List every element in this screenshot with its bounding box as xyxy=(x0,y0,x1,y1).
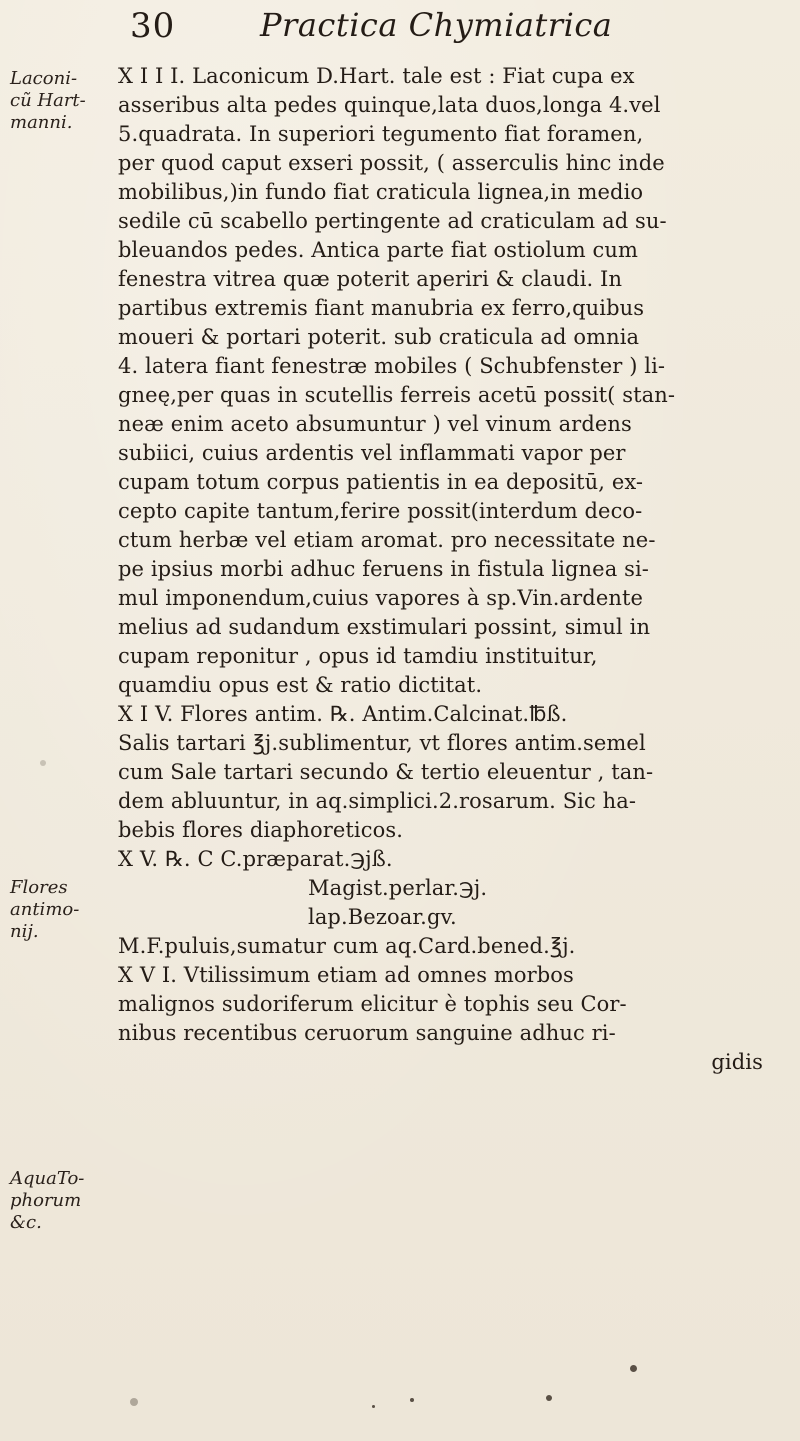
margin-notes xyxy=(0,0,115,1441)
paper-blemish xyxy=(40,760,46,766)
text-line: cepto capite tantum,ferire possit(interdum deco- xyxy=(118,499,643,523)
text-line: cupam reponitur , opus id tamdiu instituitur, xyxy=(118,644,598,668)
text-line: moueri & portari poterit. sub craticula ad omnia xyxy=(118,325,640,349)
ink-spot xyxy=(546,1395,552,1401)
text-line: melius ad sudandum exstimulari possint, simul in xyxy=(118,615,651,639)
text-line: 5.quadrata. In superiori tegumento fiat foramen, xyxy=(118,122,644,146)
text-line: 4. latera fiant fenestræ mobiles ( Schubfenster ) li- xyxy=(118,354,666,378)
margin-note-aqua-tophorum: AquaTo- phorum &c. xyxy=(10,1168,85,1233)
text-line: fenestra vitrea quæ poterit aperiri & claudi. In xyxy=(118,267,623,291)
text-line: per quod caput exseri possit, ( asserculis hinc inde xyxy=(118,151,665,175)
ink-spot xyxy=(410,1398,414,1402)
text-line: X V. ℞. C C.præparat.℈jß. xyxy=(118,847,393,871)
text-line: X V I. Vtilissimum etiam ad omnes morbos xyxy=(118,963,574,987)
text-line: X I V. Flores antim. ℞. Antim.Calcinat.℔ß. xyxy=(118,702,568,726)
ink-spot xyxy=(130,1398,138,1406)
text-line: dem abluuntur, in aq.simplici.2.rosarum. Sic ha- xyxy=(118,789,637,813)
running-head: Practica Chymiatrica xyxy=(260,6,613,44)
text-line: bleuandos pedes. Antica parte fiat ostiolum cum xyxy=(118,238,638,262)
text-line: asseribus alta pedes quinque,lata duos,longa 4.vel xyxy=(118,93,661,117)
margin-note-laconicum: Laconi- cũ Hart- manni. xyxy=(10,68,86,133)
body-text xyxy=(118,62,788,1077)
text-line: X I I I. Laconicum D.Hart. tale est : Fiat cupa ex xyxy=(118,64,635,88)
text-line: Magist.perlar.℈j. xyxy=(308,876,488,900)
page-header xyxy=(120,4,760,60)
page-number: 30 xyxy=(130,6,176,46)
text-line: Salis tartari ℥j.sublimentur, vt flores antim.semel xyxy=(118,731,646,755)
text-line: malignos sudoriferum elicitur è tophis seu Cor- xyxy=(118,992,627,1016)
text-line: quamdiu opus est & ratio dictitat. xyxy=(118,673,483,697)
text-line: ctum herbæ vel etiam aromat. pro necessitate ne- xyxy=(118,528,656,552)
text-line: bebis flores diaphoreticos. xyxy=(118,818,404,842)
text-line: partibus extremis fiant manubria ex ferro,quibus xyxy=(118,296,645,320)
text-line: cupam totum corpus patientis in ea depositū, ex- xyxy=(118,470,644,494)
text-line: gneę,per quas in scutellis ferreis acetū possit( stan- xyxy=(118,383,676,407)
text-line: mul imponendum,cuius vapores à sp.Vin.ardente xyxy=(118,586,644,610)
text-line: cum Sale tartari secundo & tertio eleuentur , tan- xyxy=(118,760,654,784)
text-line: subiici, cuius ardentis vel inflammati vapor per xyxy=(118,441,626,465)
text-line: nibus recentibus ceruorum sanguine adhuc ri- xyxy=(118,1021,616,1045)
text-line: lap.Bezoar.gv. xyxy=(308,905,457,929)
text-line: mobilibus,)in fundo fiat craticula lignea,in medio xyxy=(118,180,644,204)
margin-note-flores-antimonii: Flores antimo- nij. xyxy=(10,877,80,942)
text-line: M.F.puluis,sumatur cum aq.Card.bened.℥j. xyxy=(118,934,576,958)
text-line: pe ipsius morbi adhuc feruens in fistula lignea si- xyxy=(118,557,649,581)
ink-spot xyxy=(630,1365,637,1372)
text-line: sedile cū scabello pertingente ad craticulam ad su- xyxy=(118,209,667,233)
text-line: neæ enim aceto absumuntur ) vel vinum ardens xyxy=(118,412,632,436)
catchword: gidis xyxy=(711,1050,763,1074)
ink-spot xyxy=(372,1405,375,1408)
